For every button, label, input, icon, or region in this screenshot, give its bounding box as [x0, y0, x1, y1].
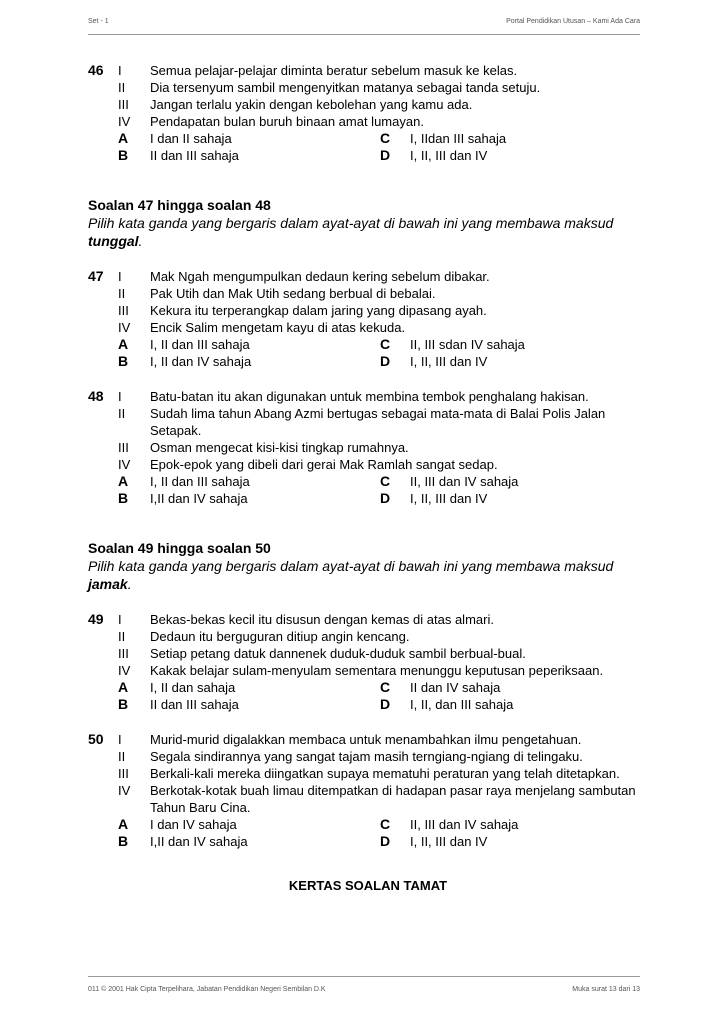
option-letter: B — [118, 490, 129, 506]
question-number: 46 — [88, 62, 104, 78]
option-letter: A — [118, 679, 129, 695]
option-c[interactable]: II, III dan IV sahaja — [410, 474, 519, 489]
section-title: Soalan 47 hingga soalan 48 — [88, 197, 271, 213]
option-d[interactable]: I, II, dan III sahaja — [410, 697, 514, 712]
section-instruction — [88, 557, 648, 593]
answer-options — [118, 336, 648, 370]
instruction-end: . — [127, 576, 132, 592]
option-c[interactable]: II dan IV sahaja — [410, 680, 501, 695]
answer-options — [118, 679, 648, 713]
roman-numeral: I — [118, 269, 122, 284]
option-letter: A — [118, 816, 129, 832]
option-letter: C — [380, 130, 391, 146]
statement: Epok-epok yang dibeli dari gerai Mak Ramlah sangat sedap. — [150, 457, 498, 472]
header-right: Portal Pendidikan Utusan – Kami Ada Cara — [506, 18, 640, 25]
question-50 — [88, 731, 648, 850]
header-left: Set - 1 — [88, 18, 109, 25]
option-b[interactable]: I,II dan IV sahaja — [150, 834, 248, 849]
page-content — [88, 62, 648, 893]
option-b[interactable]: I, II dan IV sahaja — [150, 354, 252, 369]
option-letter: A — [118, 336, 129, 352]
option-b[interactable]: II dan III sahaja — [150, 697, 239, 712]
instruction-keyword: jamak — [88, 576, 128, 592]
roman-numeral: IV — [118, 783, 131, 798]
statement: Semua pelajar-pelajar diminta beratur sebelum masuk ke kelas. — [150, 63, 518, 78]
section-title: Soalan 49 hingga soalan 50 — [88, 540, 271, 556]
statement: Bekas-bekas kecil itu disusun dengan kemas di atas almari. — [150, 612, 494, 627]
footer-copyright: 011 © 2001 Hak Cipta Terpelihara, Jabatan Pendidikan Negeri Sembilan D.K — [88, 986, 326, 993]
instruction-text: Pilih kata ganda yang bergaris dalam ayat-ayat di bawah ini yang membawa maksud — [88, 215, 614, 231]
roman-numeral: II — [118, 749, 126, 764]
statement: Dia tersenyum sambil mengenyitkan matanya sebagai tanda setuju. — [150, 80, 541, 95]
option-c[interactable]: I, IIdan III sahaja — [410, 131, 507, 146]
statement: Pak Utih dan Mak Utih sedang berbual di bebalai. — [150, 286, 436, 301]
roman-numeral: III — [118, 646, 129, 661]
option-c[interactable]: II, III sdan IV sahaja — [410, 337, 525, 352]
option-a[interactable]: I dan IV sahaja — [150, 817, 237, 832]
roman-numeral: I — [118, 732, 122, 747]
statement: Dedaun itu berguguran ditiup angin kencang. — [150, 629, 410, 644]
statement: Osman mengecat kisi-kisi tingkap rumahnya. — [150, 440, 409, 455]
statement: Pendapatan bulan buruh binaan amat lumayan. — [150, 114, 424, 129]
option-letter: C — [380, 816, 391, 832]
option-letter: D — [380, 696, 391, 712]
roman-numeral: I — [118, 63, 122, 78]
option-letter: A — [118, 130, 129, 146]
question-49 — [88, 611, 648, 713]
option-a[interactable]: I, II dan III sahaja — [150, 337, 250, 352]
instruction-text: Pilih kata ganda yang bergaris dalam ayat-ayat di bawah ini yang membawa maksud — [88, 558, 614, 574]
roman-numeral: II — [118, 406, 126, 421]
question-48 — [88, 388, 648, 507]
statement: Sudah lima tahun Abang Azmi bertugas sebagai mata-mata di Balai Polis Jalan Setapak. — [150, 406, 606, 438]
statement: Segala sindirannya yang sangat tajam masih terngiang-ngiang di telingaku. — [150, 749, 583, 764]
answer-options — [118, 130, 648, 164]
roman-numeral: III — [118, 440, 129, 455]
statement: Mak Ngah mengumpulkan dedaun kering sebelum dibakar. — [150, 269, 490, 284]
question-number: 49 — [88, 611, 104, 627]
option-d[interactable]: I, II, III dan IV — [410, 354, 488, 369]
option-letter: B — [118, 833, 129, 849]
option-d[interactable]: I, II, III dan IV — [410, 834, 488, 849]
question-number: 47 — [88, 268, 104, 284]
roman-numeral: III — [118, 97, 129, 112]
statement: Batu-batan itu akan digunakan untuk membina tembok penghalang hakisan. — [150, 389, 589, 404]
roman-numeral: I — [118, 612, 122, 627]
roman-numeral: II — [118, 80, 126, 95]
option-letter: B — [118, 147, 129, 163]
option-letter: C — [380, 336, 391, 352]
statement: Murid-murid digalakkan membaca untuk menambahkan ilmu pengetahuan. — [150, 732, 582, 747]
roman-numeral: IV — [118, 320, 131, 335]
question-number: 50 — [88, 731, 104, 747]
statement: Berkotak-kotak buah limau ditempatkan di hadapan pasar raya menjelang sambutan Tahun Baru Cina. — [150, 783, 636, 815]
roman-numeral: IV — [118, 457, 131, 472]
roman-numeral: III — [118, 303, 129, 318]
option-letter: C — [380, 679, 391, 695]
question-46 — [88, 62, 648, 164]
option-d[interactable]: I, II, III dan IV — [410, 148, 488, 163]
answer-options — [118, 473, 648, 507]
section-instruction — [88, 214, 648, 250]
option-letter: D — [380, 353, 391, 369]
statement: Jangan terlalu yakin dengan kebolehan yang kamu ada. — [150, 97, 473, 112]
statement: Kekura itu terperangkap dalam jaring yang dipasang ayah. — [150, 303, 487, 318]
statement: Setiap petang datuk dannenek duduk-duduk sambil berbual-bual. — [150, 646, 526, 661]
answer-options — [118, 816, 648, 850]
section-heading-1 — [88, 196, 648, 250]
option-c[interactable]: II, III dan IV sahaja — [410, 817, 519, 832]
question-47 — [88, 268, 648, 370]
section-heading-2 — [88, 539, 648, 593]
roman-numeral: III — [118, 766, 129, 781]
option-a[interactable]: I dan II sahaja — [150, 131, 232, 146]
roman-numeral: I — [118, 389, 122, 404]
roman-numeral: II — [118, 286, 126, 301]
page-footer — [88, 976, 640, 995]
option-letter: B — [118, 696, 129, 712]
roman-numeral: IV — [118, 663, 131, 678]
statement: Kakak belajar sulam-menyulam sementara menunggu keputusan peperiksaan. — [150, 663, 604, 678]
option-b[interactable]: I,II dan IV sahaja — [150, 491, 248, 506]
option-letter: D — [380, 147, 391, 163]
option-letter: D — [380, 833, 391, 849]
page-number: Muka surat 13 dari 13 — [572, 986, 640, 993]
statement: Berkali-kali mereka diingatkan supaya mematuhi peraturan yang telah ditetapkan. — [150, 766, 620, 781]
roman-numeral: IV — [118, 114, 131, 129]
option-d[interactable]: I, II, III dan IV — [410, 491, 488, 506]
option-a[interactable]: I, II dan III sahaja — [150, 474, 250, 489]
roman-numeral: II — [118, 629, 126, 644]
option-a[interactable]: I, II dan sahaja — [150, 680, 236, 695]
statement: Encik Salim mengetam kayu di atas kekuda. — [150, 320, 406, 335]
instruction-end: . — [138, 233, 143, 249]
instruction-keyword: tunggal — [88, 233, 139, 249]
question-number: 48 — [88, 388, 104, 404]
end-of-paper: KERTAS SOALAN TAMAT — [288, 878, 448, 893]
option-b[interactable]: II dan III sahaja — [150, 148, 239, 163]
option-letter: A — [118, 473, 129, 489]
page-header — [88, 8, 640, 35]
option-letter: C — [380, 473, 391, 489]
option-letter: B — [118, 353, 129, 369]
option-letter: D — [380, 490, 391, 506]
